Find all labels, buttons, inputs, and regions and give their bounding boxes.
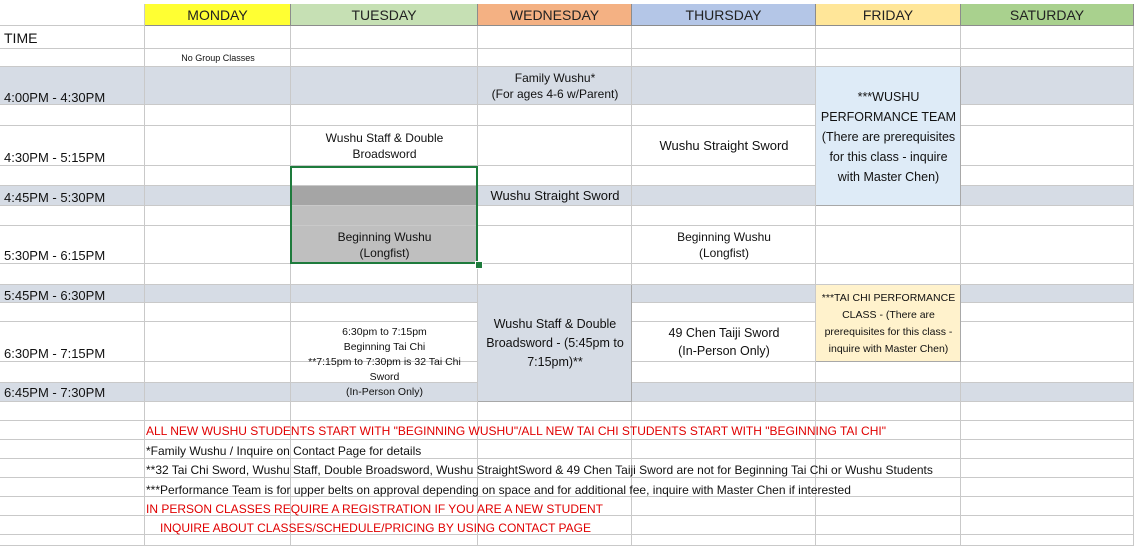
grid-cell[interactable] xyxy=(632,440,816,459)
monday-no-classes: No Group Classes xyxy=(181,53,255,63)
grid-cell[interactable] xyxy=(961,49,1134,67)
tue-staff-broadsword-text: Wushu Staff & Double Broadsword xyxy=(325,131,444,161)
grid-cell[interactable] xyxy=(961,459,1134,478)
grid-cell[interactable] xyxy=(816,383,961,402)
time-slot-label: 4:45PM - 5:30PM xyxy=(4,190,106,205)
grid-cell[interactable] xyxy=(961,440,1134,459)
grid-cell[interactable] xyxy=(0,166,145,186)
grid-cell[interactable] xyxy=(291,285,478,303)
grid-cell[interactable] xyxy=(632,186,816,206)
grid-cell[interactable] xyxy=(961,264,1134,285)
time-slot-label: 5:30PM - 6:15PM xyxy=(4,248,106,263)
grid-cell[interactable] xyxy=(0,206,145,226)
grid-cell[interactable] xyxy=(632,362,816,383)
family-wushu-text: Family Wushu* (For ages 4-6 w/Parent) xyxy=(491,71,619,101)
grid-cell[interactable] xyxy=(0,459,145,478)
grid-cell[interactable] xyxy=(145,322,291,362)
grid-cell[interactable] xyxy=(0,535,145,546)
grid-cell[interactable] xyxy=(145,26,291,49)
grid-cell[interactable] xyxy=(816,226,961,264)
tue-beginning-tai-chi-text: 6:30pm to 7:15pm Beginning Tai Chi **7:15pm to 7:30pm is 32 Tai Chi Sword (In-Person Only) xyxy=(308,325,461,398)
grid-cell[interactable] xyxy=(478,440,632,459)
grid-cell[interactable] xyxy=(291,67,478,105)
grid-cell[interactable] xyxy=(961,105,1134,126)
grid-cell-corner[interactable] xyxy=(0,4,145,26)
grid-cell[interactable] xyxy=(478,105,632,126)
grid-cell[interactable] xyxy=(478,49,632,67)
tue-beginning-wushu-text: Beginning Wushu (Longfist) xyxy=(337,230,432,260)
grid-cell[interactable] xyxy=(961,402,1134,421)
grid-cell[interactable] xyxy=(145,67,291,105)
grid-cell[interactable] xyxy=(632,402,816,421)
grid-cell[interactable] xyxy=(961,67,1134,105)
grid-cell[interactable] xyxy=(816,49,961,67)
wushu-performance-team-text: ***WUSHU PERFORMANCE TEAM (There are prerequisites for this class - inquire with Master Chen) xyxy=(820,89,957,184)
wed-straight-sword-text: Wushu Straight Sword xyxy=(490,188,620,203)
note-inquire-contact: INQUIRE ABOUT CLASSES/SCHEDULE/PRICING BY USING CONTACT PAGE xyxy=(160,521,591,535)
header-friday[interactable]: FRIDAY xyxy=(816,4,961,26)
note-performance-team: ***Performance Team is for upper belts on approval depending on space and for additional fee, inquire with Master Chen if interested xyxy=(146,483,851,497)
grid-cell[interactable] xyxy=(632,206,816,226)
grid-cell[interactable] xyxy=(816,516,961,535)
wed-staff-broadsword-text: Wushu Staff & Double Broadsword - (5:45pm to 7:15pm)** xyxy=(486,317,624,369)
grid-cell[interactable] xyxy=(816,26,961,49)
grid-cell[interactable] xyxy=(961,362,1134,383)
grid-cell[interactable] xyxy=(632,26,816,49)
grid-cell[interactable] xyxy=(145,206,291,226)
grid-cell[interactable] xyxy=(478,166,632,186)
grid-cell[interactable] xyxy=(0,264,145,285)
grid-cell[interactable] xyxy=(291,264,478,285)
grid-cell[interactable] xyxy=(0,402,145,421)
grid-cell[interactable] xyxy=(0,49,145,67)
grid-cell[interactable] xyxy=(145,285,291,303)
thu-beginning-wushu-text: Beginning Wushu (Longfist) xyxy=(677,230,771,260)
grid-cell[interactable] xyxy=(816,402,961,421)
grid-cell[interactable] xyxy=(961,226,1134,264)
note-family-wushu: *Family Wushu / Inquire on Contact Page for details xyxy=(146,444,422,458)
grid-cell[interactable] xyxy=(291,402,478,421)
grid-cell[interactable] xyxy=(291,303,478,322)
thu-straight-sword-text: Wushu Straight Sword xyxy=(659,138,789,153)
grid-cell[interactable] xyxy=(0,303,145,322)
grid-cell[interactable] xyxy=(478,402,632,421)
grid-cell[interactable] xyxy=(632,303,816,322)
grid-cell[interactable] xyxy=(478,226,632,264)
grid-cell[interactable] xyxy=(632,49,816,67)
grid-cell[interactable] xyxy=(632,105,816,126)
grid-cell[interactable] xyxy=(632,516,816,535)
time-slot-label: 4:00PM - 4:30PM xyxy=(4,90,106,105)
grid-cell[interactable] xyxy=(145,303,291,322)
header-tuesday[interactable]: TUESDAY xyxy=(291,4,478,26)
grid-cell[interactable] xyxy=(961,126,1134,166)
note-sword-staff: **32 Tai Chi Sword, Wushu Staff, Double Broadsword, Wushu StraightSword & 49 Chen Taiji Sword are not for Beginning Tai Chi or Wushu Students xyxy=(146,463,933,477)
grid-cell[interactable] xyxy=(816,535,961,546)
grid-cell[interactable] xyxy=(632,535,816,546)
grid-cell[interactable] xyxy=(632,67,816,105)
thu-chen-taiji-sword-text: 49 Chen Taiji Sword (In-Person Only) xyxy=(668,326,780,358)
grid-cell[interactable] xyxy=(816,362,961,383)
time-label: TIME xyxy=(4,30,38,46)
grid-cell[interactable] xyxy=(478,206,632,226)
grid-cell[interactable] xyxy=(961,535,1134,546)
grid-cell[interactable] xyxy=(145,166,291,186)
time-slot-label: 5:45PM - 6:30PM xyxy=(4,288,106,303)
grid-cell[interactable] xyxy=(816,264,961,285)
grid-cell[interactable] xyxy=(0,421,145,440)
grid-cell[interactable] xyxy=(145,186,291,206)
grid-cell[interactable] xyxy=(291,49,478,67)
grid-cell[interactable] xyxy=(961,303,1134,322)
header-thursday[interactable]: THURSDAY xyxy=(632,4,816,26)
grid-cell[interactable] xyxy=(961,516,1134,535)
grid-cell[interactable] xyxy=(632,166,816,186)
grid-cell[interactable] xyxy=(961,186,1134,206)
grid-cell[interactable] xyxy=(0,362,145,383)
grid-cell[interactable] xyxy=(478,26,632,49)
grid-cell[interactable] xyxy=(0,440,145,459)
grid-cell[interactable] xyxy=(145,264,291,285)
grid-cell[interactable] xyxy=(961,206,1134,226)
grid-cell[interactable] xyxy=(961,166,1134,186)
tai-chi-performance-text: ***TAI CHI PERFORMANCE CLASS - (There are prerequisites for this class - inquire with Master Chen) xyxy=(821,291,956,355)
grid-cell[interactable] xyxy=(0,516,145,535)
grid-cell[interactable] xyxy=(145,362,291,383)
grid-cell[interactable] xyxy=(961,421,1134,440)
grid-cell[interactable] xyxy=(961,383,1134,402)
grid-cell[interactable] xyxy=(478,126,632,166)
grid-cell[interactable] xyxy=(145,402,291,421)
grid-cell[interactable] xyxy=(291,105,478,126)
grid-cell[interactable] xyxy=(145,226,291,264)
grid-cell[interactable] xyxy=(145,126,291,166)
grid-cell[interactable] xyxy=(961,285,1134,303)
grid-cell[interactable] xyxy=(0,105,145,126)
note-new-students: ALL NEW WUSHU STUDENTS START WITH "BEGINNING WUSHU"/ALL NEW TAI CHI STUDENTS START WITH "BEGINNING TAI CHI" xyxy=(146,424,886,438)
grid-cell[interactable] xyxy=(961,322,1134,362)
grid-cell[interactable] xyxy=(961,26,1134,49)
grid-cell[interactable] xyxy=(145,383,291,402)
grid-cell[interactable] xyxy=(961,478,1134,497)
grid-cell[interactable] xyxy=(816,206,961,226)
grid-cell[interactable] xyxy=(145,105,291,126)
grid-cell[interactable] xyxy=(961,497,1134,516)
grid-cell[interactable] xyxy=(291,26,478,49)
header-wednesday[interactable]: WEDNESDAY xyxy=(478,4,632,26)
grid-cell[interactable] xyxy=(632,497,816,516)
time-slot-label: 6:30PM - 7:15PM xyxy=(4,346,106,361)
grid-cell[interactable] xyxy=(632,285,816,303)
grid-cell[interactable] xyxy=(816,497,961,516)
note-registration: IN PERSON CLASSES REQUIRE A REGISTRATION IF YOU ARE A NEW STUDENT xyxy=(146,502,603,516)
header-monday[interactable]: MONDAY xyxy=(145,4,291,26)
grid-cell[interactable] xyxy=(0,478,145,497)
grid-cell[interactable] xyxy=(478,264,632,285)
grid-cell[interactable] xyxy=(0,497,145,516)
time-slot-label: 4:30PM - 5:15PM xyxy=(4,150,106,165)
grid-cell[interactable] xyxy=(816,440,961,459)
grid-cell[interactable] xyxy=(632,383,816,402)
header-saturday[interactable]: SATURDAY xyxy=(961,4,1134,26)
grid-cell[interactable] xyxy=(632,264,816,285)
time-slot-label: 6:45PM - 7:30PM xyxy=(4,385,106,400)
